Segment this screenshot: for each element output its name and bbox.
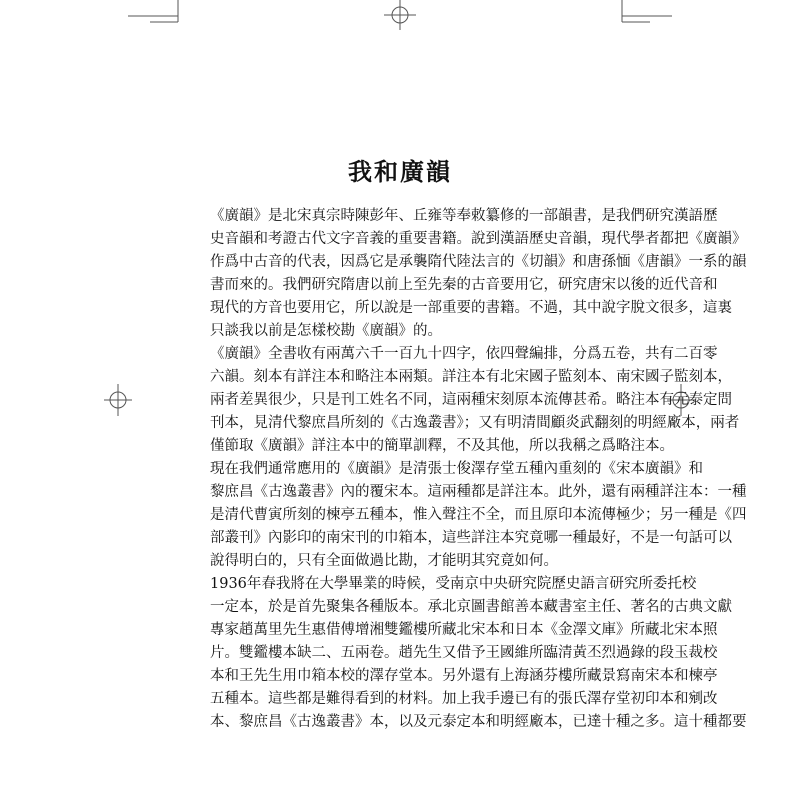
text-line: 說得明白的，只有全面做過比勘，才能明其究竟如何。 [210,553,558,569]
text-line: 片。雙鑑樓本缺二、五兩卷。趙先生又借予王國維所臨清黃丕烈過錄的段玉裁校 [210,645,718,661]
text-line: 《廣韻》全書收有兩萬六千一百九十四字，依四聲編排，分爲五卷，共有二百零 [210,346,718,362]
text-line: 刊本，見清代黎庶昌所刻的《古逸叢書》；又有明清間顧炎武翻刻的明經廠本，兩者 [210,415,740,431]
registration-target-left [104,384,132,416]
text-line: 部叢刊》內影印的南宋刊的巾箱本，這些詳注本究竟哪一種最好，不是一句話可以 [210,530,732,546]
text-line: 史音韻和考證古代文字音義的重要書籍。說到漢語歷史音韻，現代學者都把《廣韻》 [210,231,747,247]
text-line: 《廣韻》是北宋真宗時陳彭年、丘雍等奉敕纂修的一部韻書，是我們研究漢語歷 [210,208,718,224]
text-line: 本和王先生用巾箱本校的澤存堂本。另外還有上海涵芬樓所藏景寫南宋本和楝亭 [210,668,718,684]
text-line: 兩者差異很少，只是刊工姓名不同，這兩種宋刻原本流傳甚希。略注本有元泰定問 [210,392,732,408]
text-line: 現在我們通常應用的《廣韻》是清張士俊澤存堂五種內重刻的《宋本廣韻》和 [210,461,703,477]
text-line: 僅節取《廣韻》詳注本中的簡單訓釋，不及其他，所以我稱之爲略注本。 [210,438,674,454]
text-line: 六韻。刻本有詳注本和略注本兩類。詳注本有北宋國子監刻本、南宋國子監刻本， [210,369,732,385]
text-line: 1936年春我將在大學畢業的時候，受南京中央研究院歷史語言研究所委托校 [210,576,697,592]
text-line: 專家趙萬里先生惠借傅增湘雙鑑樓所藏北宋本和日本《金澤文庫》所藏北宋本照 [210,622,718,638]
text-line: 只談我以前是怎樣校勘《廣韻》的。 [210,323,442,339]
text-line: 黎庶昌《古逸叢書》內的覆宋本。這兩種都是詳注本。此外，還有兩種詳注本：一種 [210,484,747,500]
page-title: 我和廣韻 [348,157,452,186]
text-line: 書而來的。我們研究隋唐以前上至先秦的古音要用它，研究唐宋以後的近代音和 [210,277,718,293]
registration-target-top [384,0,416,30]
text-line: 作爲中古音的代表，因爲它是承襲隋代陸法言的《切韻》和唐孫愐《唐韻》一系的韻 [210,254,747,270]
text-line: 本、黎庶昌《古逸叢書》本，以及元泰定本和明經廠本，已達十種之多。這十種都要 [210,714,747,730]
text-line: 五種本。這些都是難得看到的材料。加上我手邊已有的張氏澤存堂初印本和剜改 [210,691,718,707]
text-line: 一定本，於是首先聚集各種版本。承北京圖書館善本藏書室主任、著名的古典文獻 [210,599,732,615]
article-body [210,205,747,734]
text-line: 現代的方音也要用它，所以說是一部重要的書籍。不過，其中說字脫文很多，這裏 [210,300,732,316]
text-line: 是清代曹寅所刻的楝亭五種本，惟入聲注不全，而且原印本流傳極少；另一種是《四 [210,507,747,523]
